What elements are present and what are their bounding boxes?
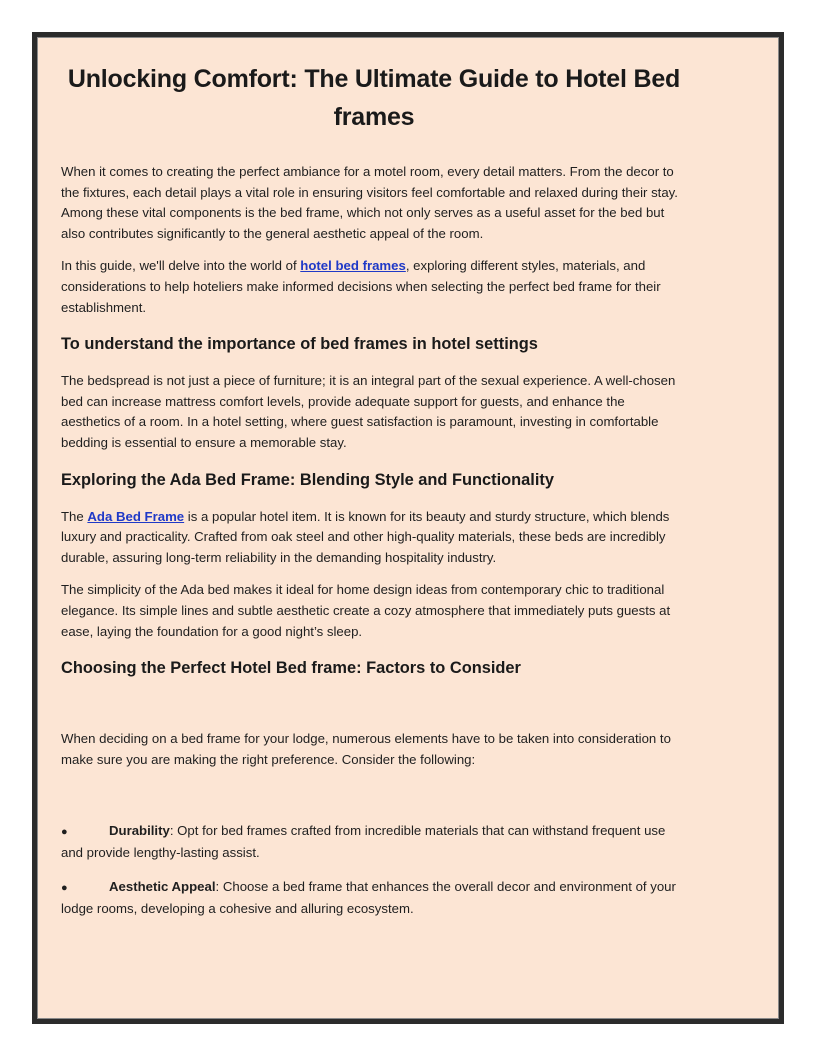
section2-text-before-link: The [61,508,88,524]
intro-paragraph-1: When it comes to creating the perfect ambiance for a motel room, every detail matters. From the decor to the fixtures, each detail plays a vital role in ensuring visitors feel comfortable and relaxed during their stay. Among these vital components is the bed frame, which not only serves as a useful asset for the bed but also contributes significantly to the general aesthetic appeal of the room. [61,164,678,241]
section1-paragraph: The bedspread is not just a piece of furniture; it is an integral part of the sexual experience. A well-chosen bed can increase mattress comfort levels, provide adequate support for guests, and enhance the aesthetics of a room. In a hotel setting, where guest satisfaction is paramount, investing in comfortable bedding is essential to ensure a memorable stay. [61,373,676,450]
bullet-text: : Opt for bed frames crafted from incredible materials that can withstand frequent use and provide lengthy-lasting assist. [61,823,666,860]
intro-text-after-link: , exploring different styles, materials, and considerations to help hoteliers make informed decisions when selecting the perfect bed frame for their establishment. [61,258,661,315]
bullet-term: Durability [109,823,170,839]
list-item-aesthetic-appeal [61,877,687,919]
section2-paragraph-1 [61,507,687,569]
section3-heading: Choosing the Perfect Hotel Bed frame: Factors to Consider [61,659,521,678]
ada-bed-frame-link[interactable]: Ada Bed Frame [87,508,185,524]
section2-paragraph-2: The simplicity of the Ada bed makes it ideal for home design ideas from contemporary chic to traditional elegance. Its simple lines and subtle aesthetic create a cozy atmosphere that immediately puts guests at ease, laying the foundation for a good night’s sleep. [61,582,671,639]
document-title: Unlocking Comfort: The Ultimate Guide to Hotel Bed frames [67,65,681,131]
bullet-term: Aesthetic Appeal [109,879,216,895]
section1-heading: To understand the importance of bed frames in hotel settings [61,335,538,354]
section3-intro-paragraph: When deciding on a bed frame for your lodge, numerous elements have to be taken into consideration to make sure you are making the right preference. Consider the following: [61,731,671,767]
intro-text-before-link: In this guide, we'll delve into the world of [61,258,301,274]
section2-text-after-link: is a popular hotel item. It is known for its beauty and sturdy structure, which blends luxury and practicality. Crafted from oak steel and other high-quality materials, these beds are incredibly durable, assuring long-term reliability in the demanding hospitality industry. [61,508,670,565]
document-body [61,60,687,920]
factor-bullet-list [61,821,687,919]
bullet-text: : Choose a bed frame that enhances the overall decor and environment of your lodge rooms, developing a cohesive and alluring ecosystem. [61,879,676,917]
list-item-durability [61,821,687,863]
section2-heading: Exploring the Ada Bed Frame: Blending Style and Functionality [61,470,554,489]
intro-paragraph-2 [61,256,687,318]
bullet-marker: ● [61,826,68,839]
hotel-bed-frames-link[interactable]: hotel bed frames [300,258,406,274]
bullet-marker: ● [61,882,68,895]
